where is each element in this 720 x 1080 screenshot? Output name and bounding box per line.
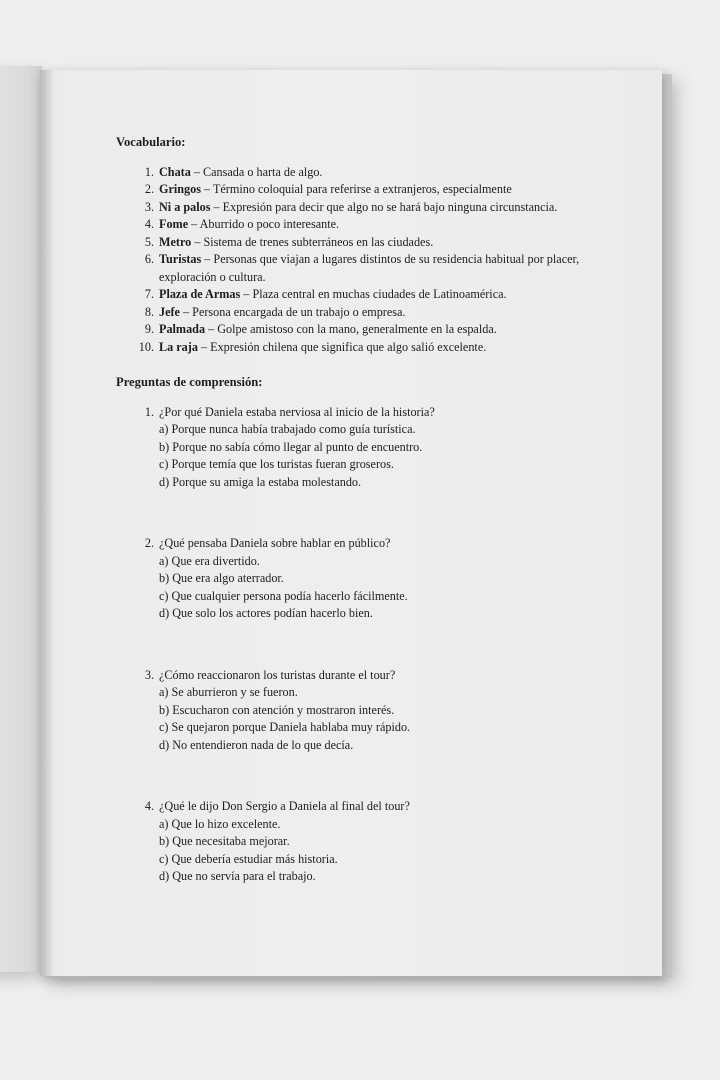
vocab-term: Plaza de Armas: [159, 287, 241, 301]
vocab-term: Ni a palos: [159, 199, 211, 214]
vocab-item: [116, 199, 616, 217]
comprehension-heading: Preguntas de comprensión:: [116, 375, 263, 389]
vocab-number: 4.: [144, 217, 154, 231]
vocab-definition: – Plaza central en muchas ciudades de Latinoamérica.: [240, 287, 507, 301]
vocab-definition: – Aburrido o poco interesante.: [188, 217, 340, 231]
vocab-item: [116, 251, 616, 286]
question-text: ¿Por qué Daniela estaba nerviosa al inicio de la historia?: [159, 404, 435, 419]
question-block: [116, 404, 616, 492]
vocab-definition: – Expresión chilena que significa que algo salió excelente.: [197, 339, 487, 354]
vocab-definition: – Sistema de trenes subterráneos en las ciudades.: [191, 234, 434, 249]
answer-option: d) Porque su amiga la estaba molestando.: [159, 474, 362, 489]
spine-shadow: [40, 70, 54, 976]
left-page-edge: [0, 66, 42, 972]
vocab-definition: – Personas que viajan a lugares distintos de su residencia habitual por placer, exploración o cultura.: [159, 252, 580, 284]
answer-option: b) Que era algo aterrador.: [159, 571, 284, 585]
vocab-number: 10.: [138, 339, 154, 354]
answer-option: b) Porque no sabía cómo llegar al punto de encuentro.: [159, 439, 423, 454]
vocab-item: [116, 216, 616, 234]
vocab-definition: – Persona encargada de un trabajo o empresa.: [179, 304, 406, 319]
answer-options: [159, 421, 616, 491]
vocab-item: [116, 339, 616, 357]
question-text: ¿Qué pensaba Daniela sobre hablar en público?: [159, 536, 391, 550]
vocab-term: Fome: [159, 217, 189, 231]
vocab-number: 1.: [144, 164, 154, 179]
vocab-term: Gringos: [159, 182, 201, 196]
answer-option: a) Se aburrieron y se fueron.: [159, 685, 298, 699]
vocab-item: [116, 164, 616, 182]
vocab-number: 9.: [144, 322, 154, 336]
vocab-item: [116, 304, 616, 322]
question-number: 1.: [144, 404, 154, 419]
vocab-definition: – Golpe amistoso con la mano, generalmente en la espalda.: [205, 322, 497, 336]
answer-option: d) Que solo los actores podían hacerlo bien.: [159, 606, 373, 620]
vocab-item: [116, 321, 616, 339]
answer-option: c) Que cualquier persona podía hacerlo fácilmente.: [159, 588, 408, 603]
vocab-term: Chata: [159, 164, 191, 179]
vocab-number: 2.: [144, 182, 154, 196]
question-number: 2.: [144, 536, 154, 550]
vocab-item: [116, 181, 616, 199]
answer-option: d) Que no servía para el trabajo.: [159, 869, 316, 883]
vocab-term: Metro: [159, 234, 192, 249]
answer-option: b) Que necesitaba mejorar.: [159, 834, 290, 848]
answer-option: c) Se quejaron porque Daniela hablaba muy rápido.: [159, 720, 411, 734]
question-number: 4.: [144, 799, 154, 813]
vocab-term: Jefe: [159, 304, 180, 319]
vocab-number: 7.: [144, 287, 154, 301]
vocab-definition: – Término coloquial para referirse a extranjeros, especialmente: [200, 182, 512, 196]
vocab-item: [116, 286, 616, 304]
answer-option: a) Porque nunca había trabajado como guía turística.: [159, 422, 416, 436]
question-block: [116, 798, 616, 886]
vocab-item: [116, 234, 616, 252]
question-number: 3.: [144, 667, 154, 682]
answer-option: a) Que era divertido.: [159, 553, 260, 568]
vocabulary-heading: Vocabulario:: [116, 135, 186, 149]
vocab-definition: – Expresión para decir que algo no se hará bajo ninguna circunstancia.: [210, 199, 558, 214]
page-content: [116, 134, 616, 886]
answer-option: d) No entendieron nada de lo que decía.: [159, 737, 354, 752]
vocab-term: La raja: [159, 339, 198, 354]
vocab-number: 3.: [144, 199, 154, 214]
answer-option: a) Que lo hizo excelente.: [159, 816, 281, 831]
vocab-term: Palmada: [159, 322, 206, 336]
question-block: [116, 535, 616, 623]
answer-options: [159, 553, 616, 623]
question-text: ¿Qué le dijo Don Sergio a Daniela al final del tour?: [159, 799, 410, 813]
question-text: ¿Cómo reaccionaron los turistas durante el tour?: [159, 667, 396, 682]
answer-option: b) Escucharon con atención y mostraron interés.: [159, 702, 395, 717]
answer-option: c) Que debería estudiar más historia.: [159, 851, 338, 866]
vocab-number: 6.: [144, 252, 154, 266]
vocab-number: 5.: [144, 234, 154, 249]
question-block: [116, 667, 616, 755]
vocabulary-list: [116, 164, 616, 357]
answer-options: [159, 816, 616, 886]
vocab-term: Turistas: [159, 252, 202, 266]
answer-options: [159, 684, 616, 754]
vocab-number: 8.: [144, 304, 154, 319]
vocab-definition: – Cansada o harta de algo.: [190, 164, 323, 179]
book-page: [40, 70, 662, 976]
answer-option: c) Porque temía que los turistas fueran groseros.: [159, 457, 394, 471]
